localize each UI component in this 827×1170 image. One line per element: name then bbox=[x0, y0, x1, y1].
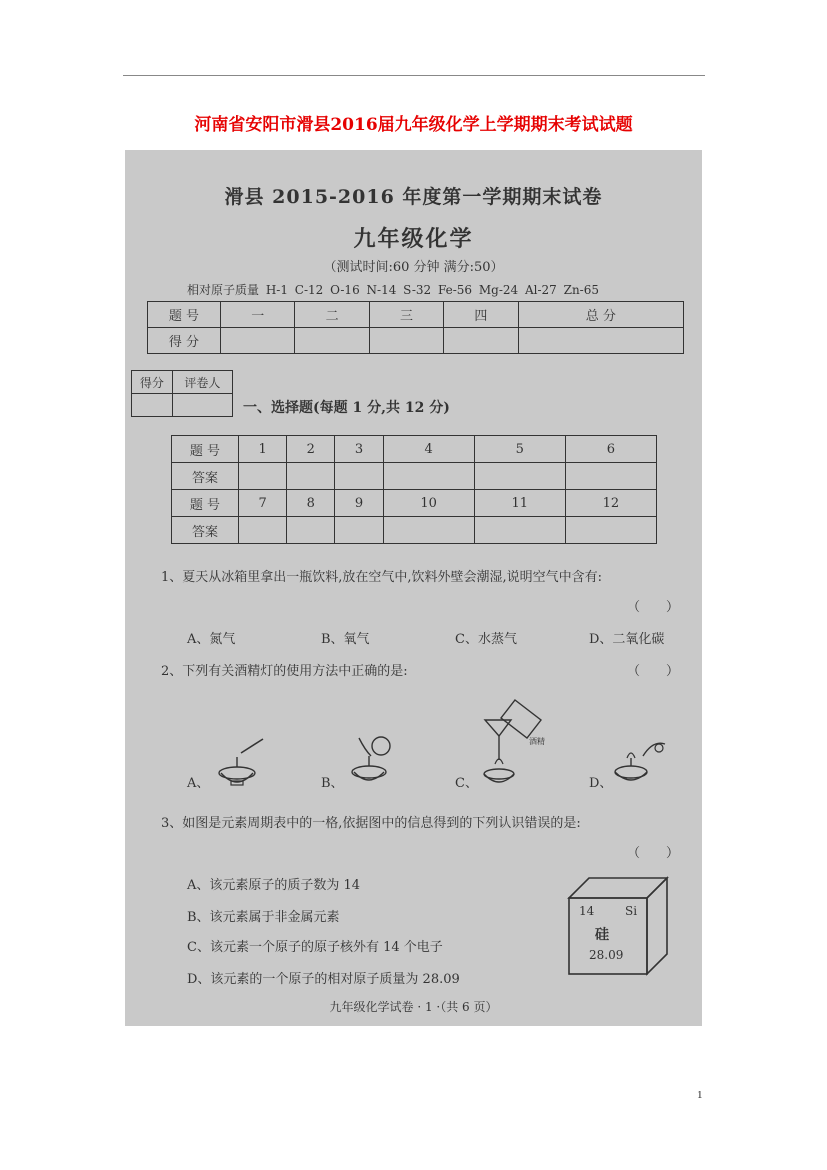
question-number-cell: 4 bbox=[383, 436, 474, 463]
exam-subject: 九年级化学 bbox=[353, 226, 474, 252]
score-header-cell: 题 号 bbox=[148, 302, 221, 328]
question-2-text: 2、下列有关酒精灯的使用方法中正确的是: bbox=[161, 664, 408, 679]
answer-cell bbox=[335, 463, 383, 490]
answer-label: 答案 bbox=[172, 463, 239, 490]
question-number-cell: 9 bbox=[335, 490, 383, 517]
score-header-cell: 总 分 bbox=[518, 302, 683, 328]
alcohol-label: 酒精 bbox=[529, 737, 545, 746]
score-cell bbox=[369, 328, 443, 354]
answer-label: 答案 bbox=[172, 517, 239, 544]
exam-footer: 九年级化学试卷 · 1 ·（共 6 页） bbox=[329, 1000, 498, 1014]
answer-cell bbox=[474, 517, 565, 544]
question-number-cell: 6 bbox=[565, 436, 656, 463]
exam-title: 滑县 2015-2016 年度第一学期期末试卷 bbox=[224, 186, 603, 208]
grader-name-cell bbox=[172, 394, 232, 417]
grader-name-label: 评卷人 bbox=[172, 371, 232, 394]
question-3-text: 3、如图是元素周期表中的一格,依据图中的信息得到的下列认识错误的是: bbox=[161, 816, 581, 831]
element-symbol: Si bbox=[625, 904, 638, 918]
answer-table-label: 题 号 bbox=[172, 436, 239, 463]
score-cell bbox=[444, 328, 518, 354]
question-3-paren: （ ） bbox=[627, 846, 680, 861]
question-2-paren: （ ） bbox=[627, 664, 680, 679]
score-table bbox=[147, 301, 684, 354]
question-1-paren: （ ） bbox=[627, 600, 680, 615]
question-number-cell: 1 bbox=[239, 436, 287, 463]
question-1-option-c: C、水蒸气 bbox=[455, 632, 517, 647]
question-number-cell: 8 bbox=[287, 490, 335, 517]
lamp-with-cap-icon bbox=[609, 732, 669, 784]
exam-meta: （测试时间:60 分钟 满分:50） bbox=[323, 260, 504, 275]
answer-cell bbox=[287, 517, 335, 544]
question-1-option-a: A、氮气 bbox=[187, 632, 236, 647]
question-3-option-b: B、该元素属于非金属元素 bbox=[187, 910, 340, 925]
atomic-masses: 相对原子质量 H-1 C-12 O-16 N-14 S-32 Fe-56 Mg-24 Al-27 Zn-65 bbox=[187, 283, 600, 297]
score-header-cell: 三 bbox=[369, 302, 443, 328]
question-number-cell: 12 bbox=[565, 490, 656, 517]
lamp-blowing-out-icon bbox=[343, 732, 403, 784]
question-3-option-a: A、该元素原子的质子数为 14 bbox=[187, 878, 361, 893]
answer-cell bbox=[383, 463, 474, 490]
question-1-text: 1、夏天从冰箱里拿出一瓶饮料,放在空气中,饮料外壁会潮湿,说明空气中含有: bbox=[161, 570, 603, 585]
page-number: 1 bbox=[697, 1089, 703, 1101]
question-number-cell: 3 bbox=[335, 436, 383, 463]
question-3-option-d: D、该元素的一个原子的相对原子质量为 28.09 bbox=[187, 972, 460, 987]
question-2-option-b: B、 bbox=[321, 776, 344, 791]
question-2-option-d: D、 bbox=[589, 776, 613, 791]
answer-cell bbox=[335, 517, 383, 544]
score-header-row bbox=[148, 302, 684, 328]
grader-score-label: 得分 bbox=[132, 371, 173, 394]
answer-cell bbox=[565, 463, 656, 490]
top-rule bbox=[123, 75, 705, 76]
question-1-option-d: D、二氧化碳 bbox=[589, 632, 665, 647]
question-number-cell: 10 bbox=[383, 490, 474, 517]
element-name: 硅 bbox=[595, 927, 609, 943]
answer-table bbox=[171, 435, 657, 544]
grader-score-cell bbox=[132, 394, 173, 417]
question-number-cell: 11 bbox=[474, 490, 565, 517]
section-1-title: 一、选择题(每题 1 分,共 12 分) bbox=[243, 400, 450, 416]
element-mass: 28.09 bbox=[589, 948, 624, 962]
question-number-cell: 7 bbox=[239, 490, 287, 517]
question-number-cell: 5 bbox=[474, 436, 565, 463]
score-cell bbox=[518, 328, 683, 354]
question-3-option-c: C、该元素一个原子的原子核外有 14 个电子 bbox=[187, 940, 443, 955]
grader-table bbox=[131, 370, 233, 417]
score-row bbox=[148, 328, 684, 354]
element-number: 14 bbox=[579, 904, 595, 918]
document-title: 河南省安阳市滑县2016届九年级化学上学期期末考试试题 bbox=[194, 115, 633, 135]
question-number-cell: 2 bbox=[287, 436, 335, 463]
score-header-cell: 二 bbox=[295, 302, 369, 328]
answer-cell bbox=[383, 517, 474, 544]
answer-cell bbox=[474, 463, 565, 490]
answer-cell bbox=[239, 517, 287, 544]
score-header-cell: 一 bbox=[221, 302, 295, 328]
answer-table-label: 题 号 bbox=[172, 490, 239, 517]
question-2-option-c: C、 bbox=[455, 776, 478, 791]
score-row-label: 得 分 bbox=[148, 328, 221, 354]
exam-photo bbox=[125, 150, 702, 1026]
answer-cell bbox=[287, 463, 335, 490]
question-1-option-b: B、氧气 bbox=[321, 632, 370, 647]
score-cell bbox=[295, 328, 369, 354]
question-2-option-a: A、 bbox=[187, 776, 210, 791]
lamp-lighting-with-match-icon bbox=[211, 735, 271, 787]
score-cell bbox=[221, 328, 295, 354]
answer-cell bbox=[239, 463, 287, 490]
answer-cell bbox=[565, 517, 656, 544]
score-header-cell: 四 bbox=[444, 302, 518, 328]
